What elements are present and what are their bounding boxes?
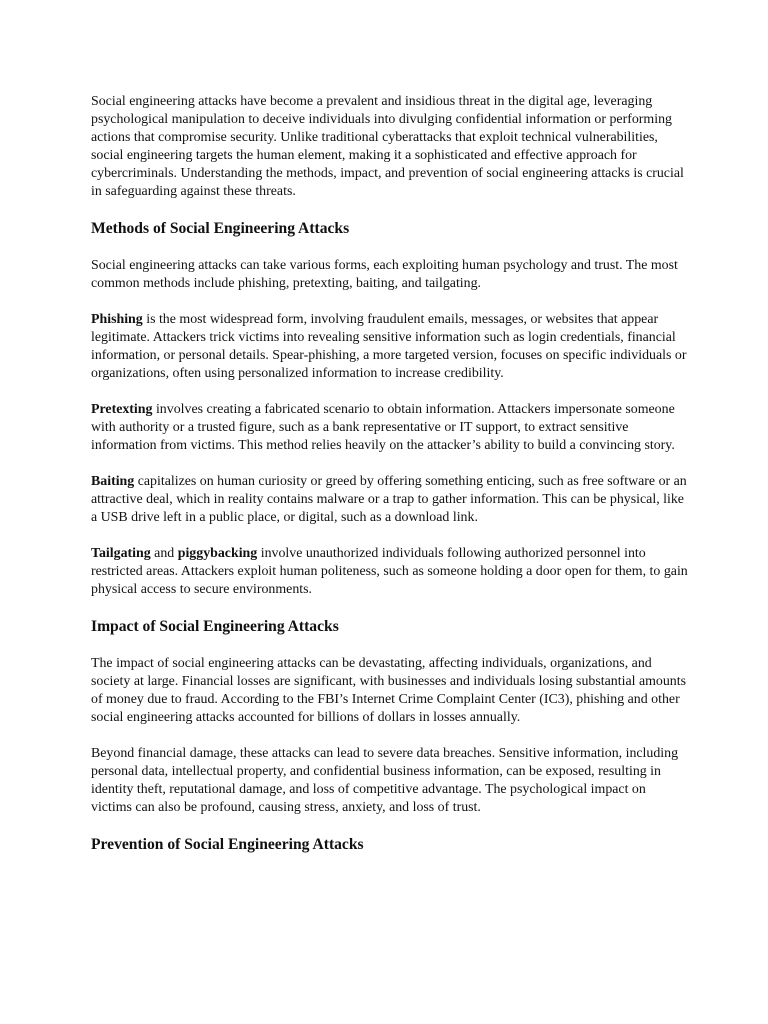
impact-heading: Impact of Social Engineering Attacks [91,618,339,635]
baiting-term: Baiting [91,474,135,489]
pretexting-text: involves creating a fabricated scenario to obtain information. Attackers impersonate someone with authority or a trusted figure, such as a bank representative or IT support, to extract sensitive information from victims. This method relies heavily on the attacker’s ability to build a convincing story. [91,402,675,453]
tailgating-term: Tailgating [91,546,151,561]
methods-heading: Methods of Social Engineering Attacks [91,220,350,237]
baiting-paragraph [91,473,689,527]
baiting-text: capitalizes on human curiosity or greed by offering something enticing, such as free software or an attractive deal, which in reality contains malware or a trap to gather information. This can be physical, like a USB drive left in a public place, or digital, such as a download link. [91,474,687,525]
methods-intro-paragraph: Social engineering attacks can take various forms, each exploiting human psychology and trust. The most common methods include phishing, pretexting, baiting, and tailgating. [91,258,678,291]
piggybacking-term: piggybacking [177,546,258,561]
impact-paragraph-1: The impact of social engineering attacks can be devastating, affecting individuals, organizations, and society at large. Financial losses are significant, with businesses and individuals losing substantial amounts of money due to fraud. According to the FBI’s Internet Crime Complaint Center (IC3), phishing and other social engineering attacks accounted for billions of dollars in losses annually. [91,656,687,725]
phishing-term: Phishing [91,312,143,327]
phishing-text: is the most widespread form, involving fraudulent emails, messages, or websites that appear legitimate. Attackers trick victims into revealing sensitive information such as login credentials, financial information, or personal details. Spear-phishing, a more targeted version, focuses on specific individuals or organizations, often using personalized information to increase credibility. [91,312,687,381]
prevention-heading: Prevention of Social Engineering Attacks [91,836,364,853]
impact-paragraph-2: Beyond financial damage, these attacks can lead to severe data breaches. Sensitive information, including personal data, intellectual property, and confidential business information, can be exposed, resulting in identity theft, reputational damage, and loss of competitive advantage. The psychological impact on victims can also be profound, causing stress, anxiety, and loss of trust. [91,746,679,815]
tailgating-text: involve unauthorized individuals following authorized personnel into restricted areas. Attackers exploit human politeness, such as someone holding a door open for them, to gain physical access to secure environments. [91,546,688,597]
intro-paragraph: Social engineering attacks have become a prevalent and insidious threat in the digital age, leveraging psychological manipulation to deceive individuals into divulging confidential information or performing actions that compromise security. Unlike traditional cyberattacks that exploit technical vulnerabilities, social engineering targets the human element, making it a sophisticated and effective approach for cybercriminals. Understanding the methods, impact, and prevention of social engineering attacks is crucial in safeguarding against these threats. [91,94,684,199]
pretexting-term: Pretexting [91,402,153,417]
document-page [91,93,689,873]
pretexting-paragraph [91,401,689,455]
phishing-paragraph [91,311,689,383]
tailgating-joiner: and [150,546,178,561]
tailgating-paragraph [91,545,689,599]
